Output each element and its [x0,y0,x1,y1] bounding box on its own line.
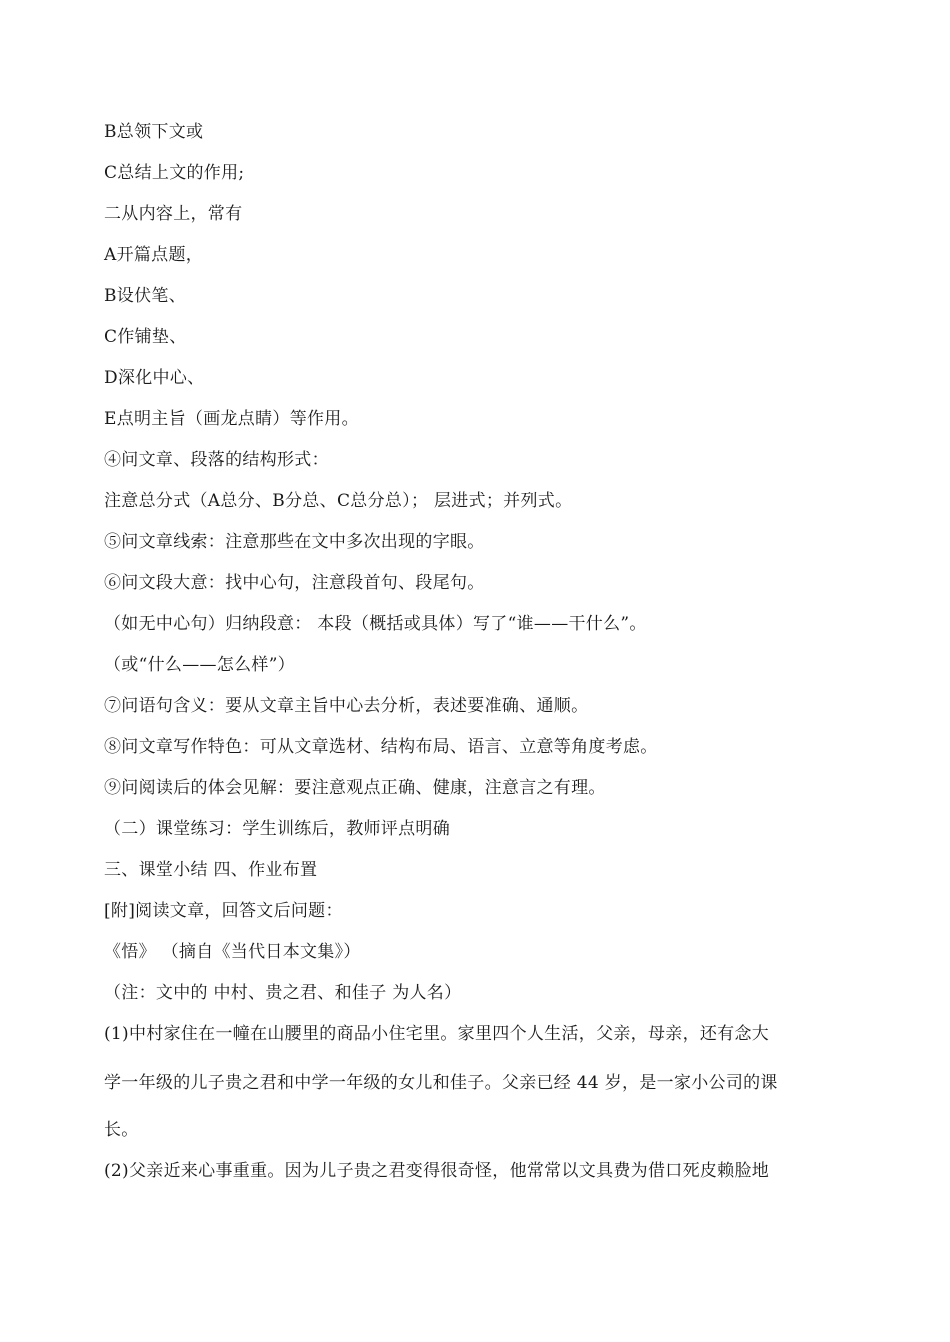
text-line: ⑧问文章写作特色：可从文章选材、结构布局、语言、立意等角度考虑。 [104,737,658,757]
text-line: C作铺垫、 [104,327,187,347]
text-line: A开篇点题， [104,245,204,265]
text-line: （如无中心句）归纳段意： 本段（概括或具体）写了“谁——干什么”。 [104,614,647,634]
text-line: B总领下文或 [104,122,204,142]
text-line: 注意总分式（A总分、B分总、C总分总）； 层进式；并列式。 [104,491,573,511]
text-line: E点明主旨（画龙点睛）等作用。 [104,409,359,429]
text-line: B设伏笔、 [104,286,186,306]
text-line: 《悟》 （摘自《当代日本文集》） [104,942,361,962]
text-line: C总结上文的作用; [104,163,245,183]
text-line: 学一年级的儿子贵之君和中学一年级的女儿和佳子。父亲已经 44 岁，是一家小公司的课 [104,1073,778,1093]
text-line: 长。 [104,1120,139,1140]
text-line: D深化中心、 [104,368,205,388]
text-line: ④问文章、段落的结构形式： [104,450,329,470]
text-line: ⑦问语句含义：要从文章主旨中心去分析，表述要准确、通顺。 [104,696,589,716]
text-line: ⑥问文段大意：找中心句，注意段首句、段尾句。 [104,573,485,593]
text-line: 三、课堂小结 四、作业布置 [104,860,318,880]
text-line: （注：文中的 中村、贵之君、和佳子 为人名） [104,983,462,1003]
text-line: (1)中村家住在一幢在山腰里的商品小住宅里。家里四个人生活，父亲，母亲，还有念大 [104,1024,770,1044]
text-line: (2)父亲近来心事重重。因为儿子贵之君变得很奇怪，他常常以文具费为借口死皮赖脸地 [104,1161,770,1181]
text-line: （或“什么——怎么样”） [104,655,295,675]
text-line: 二从内容上，常有 [104,204,243,224]
text-line: ⑨问阅读后的体会见解：要注意观点正确、健康，注意言之有理。 [104,778,606,798]
text-line: ⑤问文章线索：注意那些在文中多次出现的字眼。 [104,532,485,552]
text-line: [附]阅读文章，回答文后问题： [104,901,343,921]
text-line: （二）课堂练习：学生训练后，教师评点明确 [104,819,450,839]
